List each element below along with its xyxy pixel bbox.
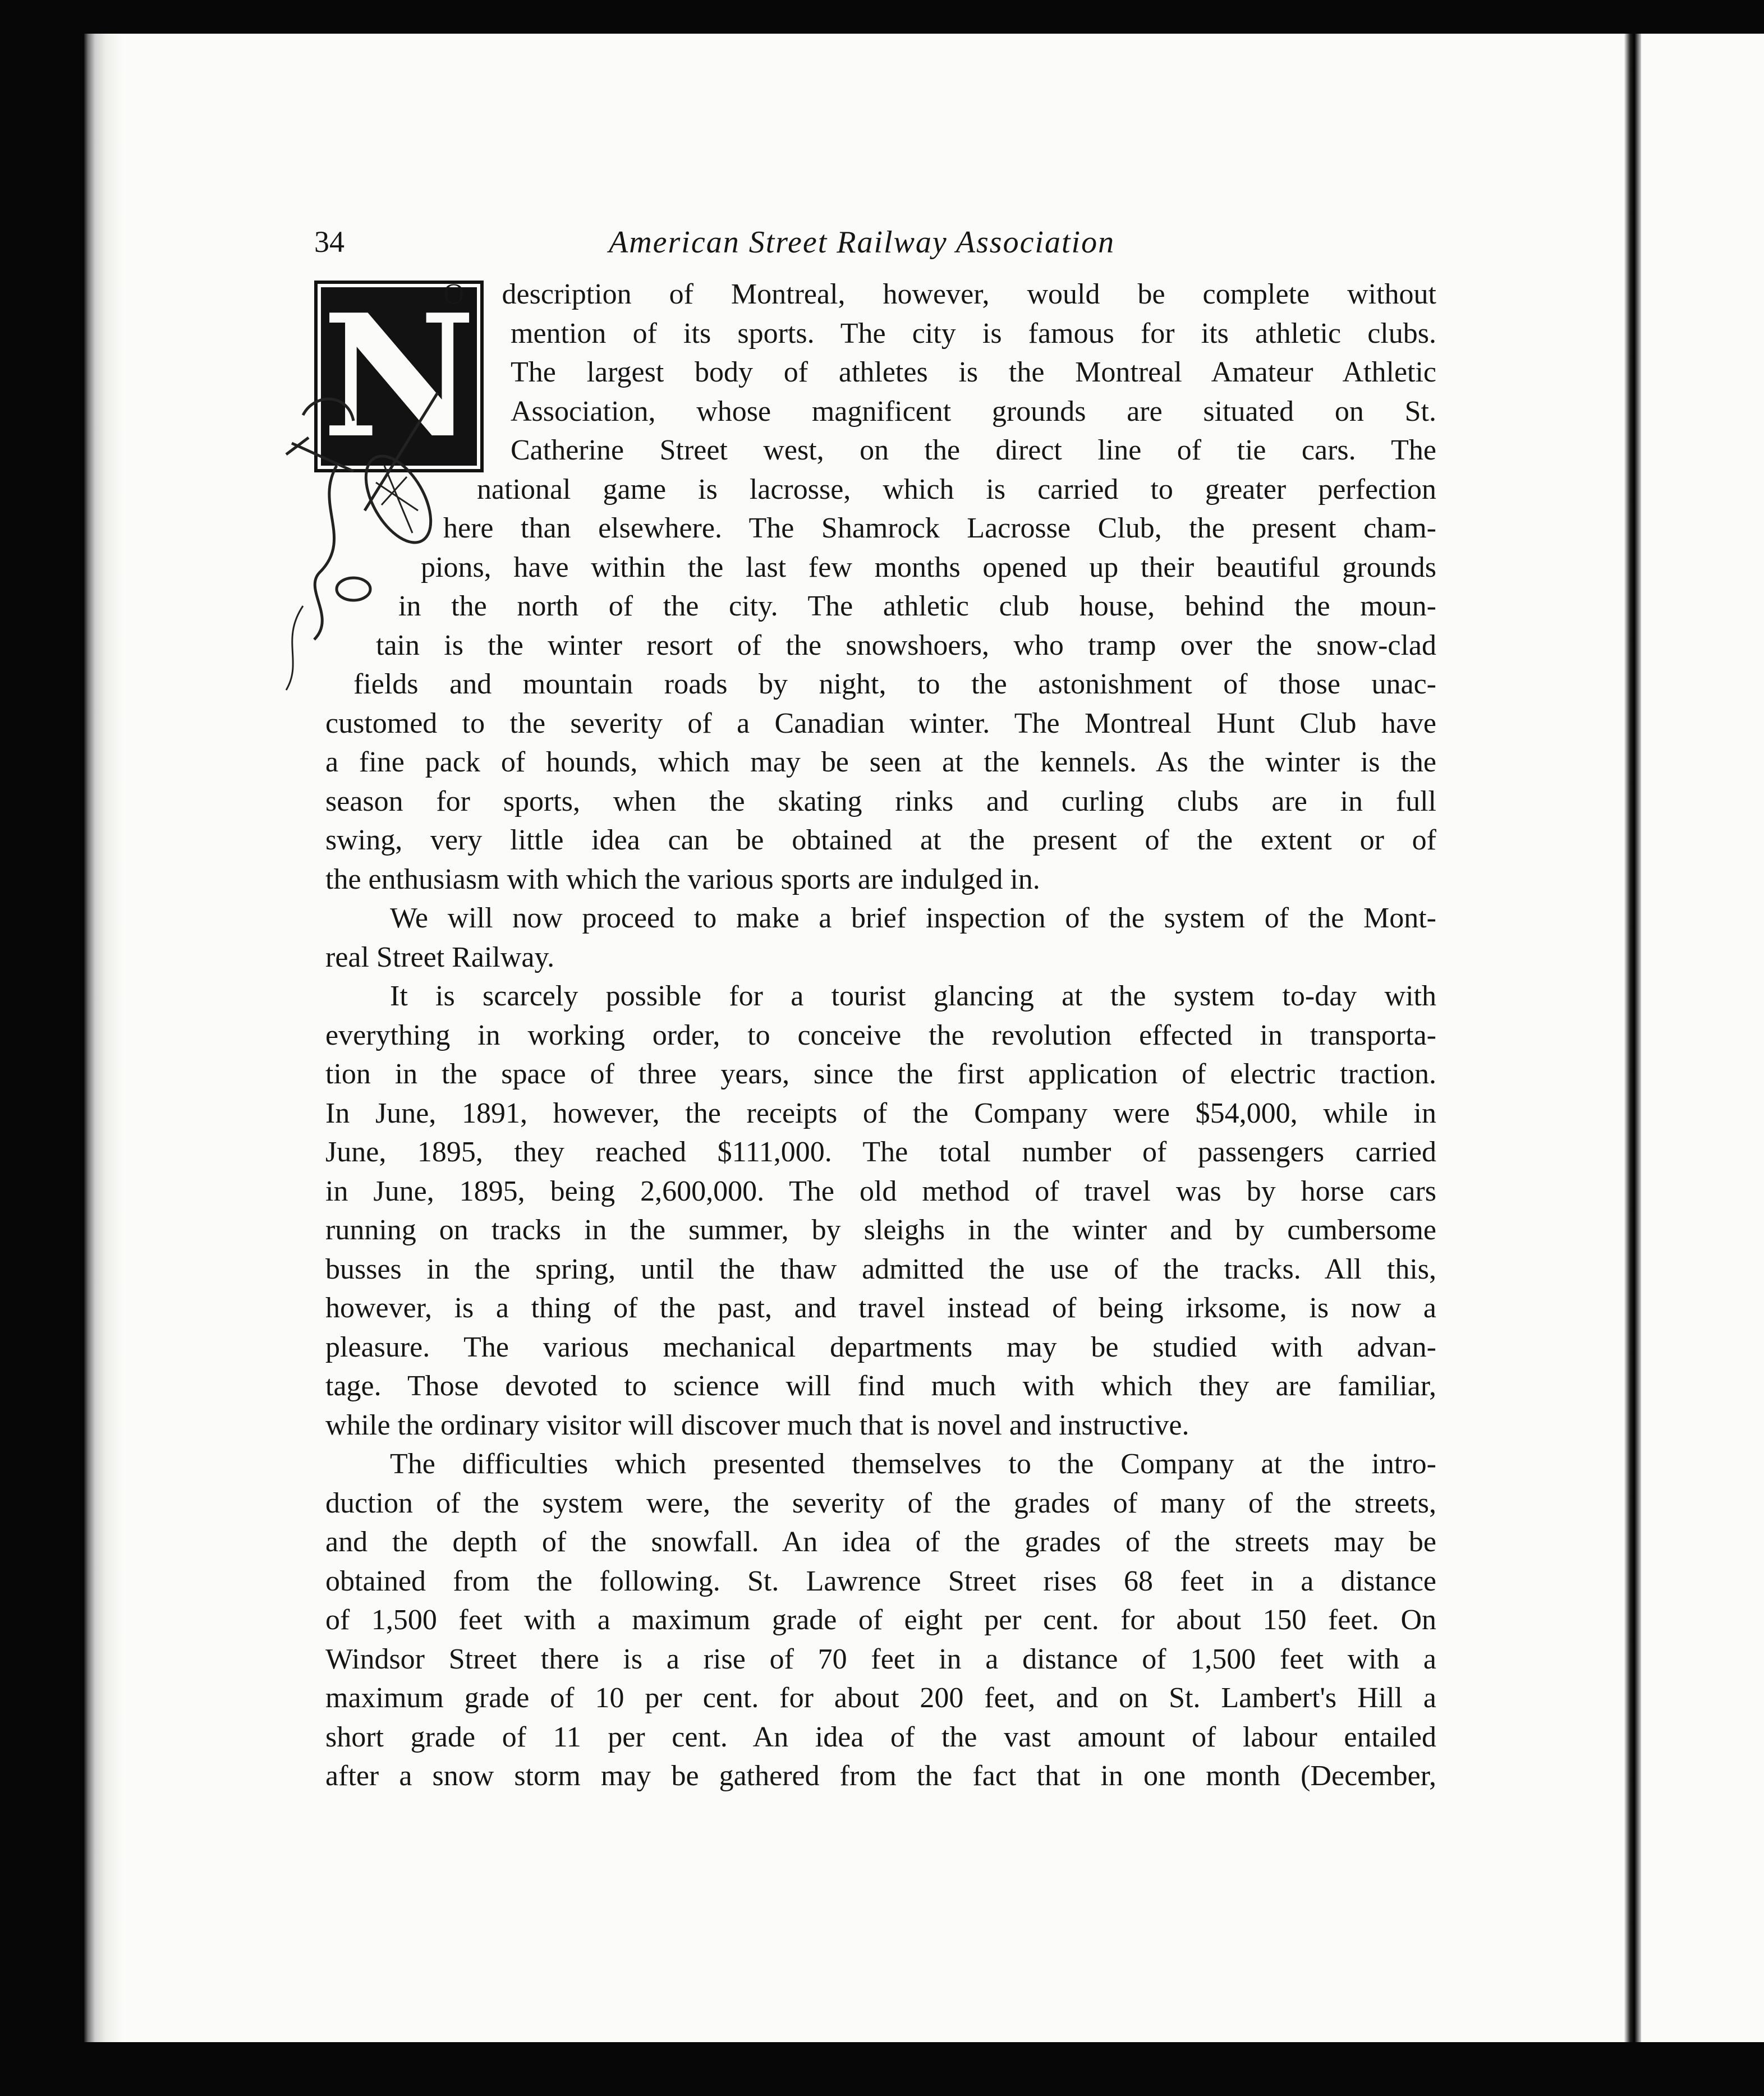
text-line: in the north of the city. The athletic club house, behind the moun- <box>398 590 1436 622</box>
text-line: fields and mountain roads by night, to the astonishment of those unac- <box>353 668 1436 700</box>
text-line: tain is the winter resort of the snowshoers, who tramp over the snow-clad <box>376 629 1436 661</box>
text-line: however, is a thing of the past, and travel instead of being irksome, is now a <box>325 1292 1436 1324</box>
page-number: 34 <box>314 225 344 259</box>
text-line: tage. Those devoted to science will find much with which they are familiar, <box>325 1370 1436 1402</box>
text-line: June, 1895, they reached $111,000. The total number of passengers carried <box>325 1136 1436 1168</box>
drop-cap-letter: N <box>321 277 476 475</box>
text-line: Windsor Street there is a rise of 70 feet in a distance of 1,500 feet with a <box>325 1643 1436 1675</box>
text-line: and the depth of the snowfall. An idea of the grades of the streets may be <box>325 1526 1436 1558</box>
running-head: American Street Railway Association <box>609 225 1115 260</box>
text-line: busses in the spring, until the thaw admitted the use of the tracks. All this, <box>325 1253 1436 1285</box>
text-line: pions, have within the last few months opened up their beautiful grounds <box>421 551 1436 583</box>
text-line: duction of the system were, the severity of the grades of many of the streets, <box>325 1487 1436 1519</box>
text-line: mention of its sports. The city is famous for its athletic clubs. <box>511 317 1436 350</box>
text-line: short grade of 11 per cent. An idea of the vast amount of labour entailed <box>325 1721 1436 1753</box>
text-line: Catherine Street west, on the direct line of tie cars. The <box>511 434 1436 466</box>
text-line: of 1,500 feet with a maximum grade of eight per cent. for about 150 feet. On <box>325 1604 1436 1636</box>
text-line: It is scarcely possible for a tourist glancing at the system to-day with <box>390 980 1436 1012</box>
text-line: real Street Railway. <box>325 941 555 973</box>
text-line: swing, very little idea can be obtained at the present of the extent or of <box>325 824 1436 856</box>
text-line: national game is lacrosse, which is carried to greater perfection <box>477 473 1436 505</box>
text-line: the enthusiasm with which the various sports are indulged in. <box>325 863 1040 895</box>
next-page-edge <box>1641 34 1764 2042</box>
text-line: pleasure. The various mechanical departments may be studied with advan- <box>325 1331 1436 1363</box>
page-edge-shadow <box>1624 34 1641 2042</box>
text-line: in June, 1895, being 2,600,000. The old method of travel was by horse cars <box>325 1175 1436 1207</box>
text-line: everything in working order, to conceive the revolution effected in transporta- <box>325 1019 1436 1051</box>
text-line: after a snow storm may be gathered from the fact that in one month (December, <box>325 1760 1436 1792</box>
text-line: season for sports, when the skating rinks and curling clubs are in full <box>325 785 1436 817</box>
text-line: a fine pack of hounds, which may be seen at the kennels. As the winter is the <box>325 746 1436 778</box>
text-line: We will now proceed to make a brief inspection of the system of the Mont- <box>390 902 1436 934</box>
text-line: while the ordinary visitor will discover much that is novel and instructive. <box>325 1409 1189 1441</box>
text-line: Association, whose magnificent grounds are situated on St. <box>511 395 1436 428</box>
text-line: The largest body of athletes is the Montreal Amateur Athletic <box>511 356 1436 388</box>
body-text <box>325 275 1436 1796</box>
text-line: running on tracks in the summer, by sleighs in the winter and by cumbersome <box>325 1214 1436 1246</box>
text-line: customed to the severity of a Canadian winter. The Montreal Hunt Club have <box>325 707 1436 739</box>
text-line: O description of Montreal, however, would be complete without <box>443 278 1436 310</box>
book-spine-shadow <box>84 34 123 2042</box>
text-line: maximum grade of 10 per cent. for about 200 feet, and on St. Lambert's Hill a <box>325 1682 1436 1714</box>
text-line: In June, 1891, however, the receipts of the Company were $54,000, while in <box>325 1097 1436 1129</box>
text-line: The difficulties which presented themselves to the Company at the intro- <box>390 1448 1436 1480</box>
page-header <box>314 224 1453 264</box>
text-line: tion in the space of three years, since the first application of electric traction. <box>325 1058 1436 1090</box>
text-line: here than elsewhere. The Shamrock Lacrosse Club, the present cham- <box>443 512 1436 544</box>
text-line: obtained from the following. St. Lawrence Street rises 68 feet in a distance <box>325 1565 1436 1597</box>
